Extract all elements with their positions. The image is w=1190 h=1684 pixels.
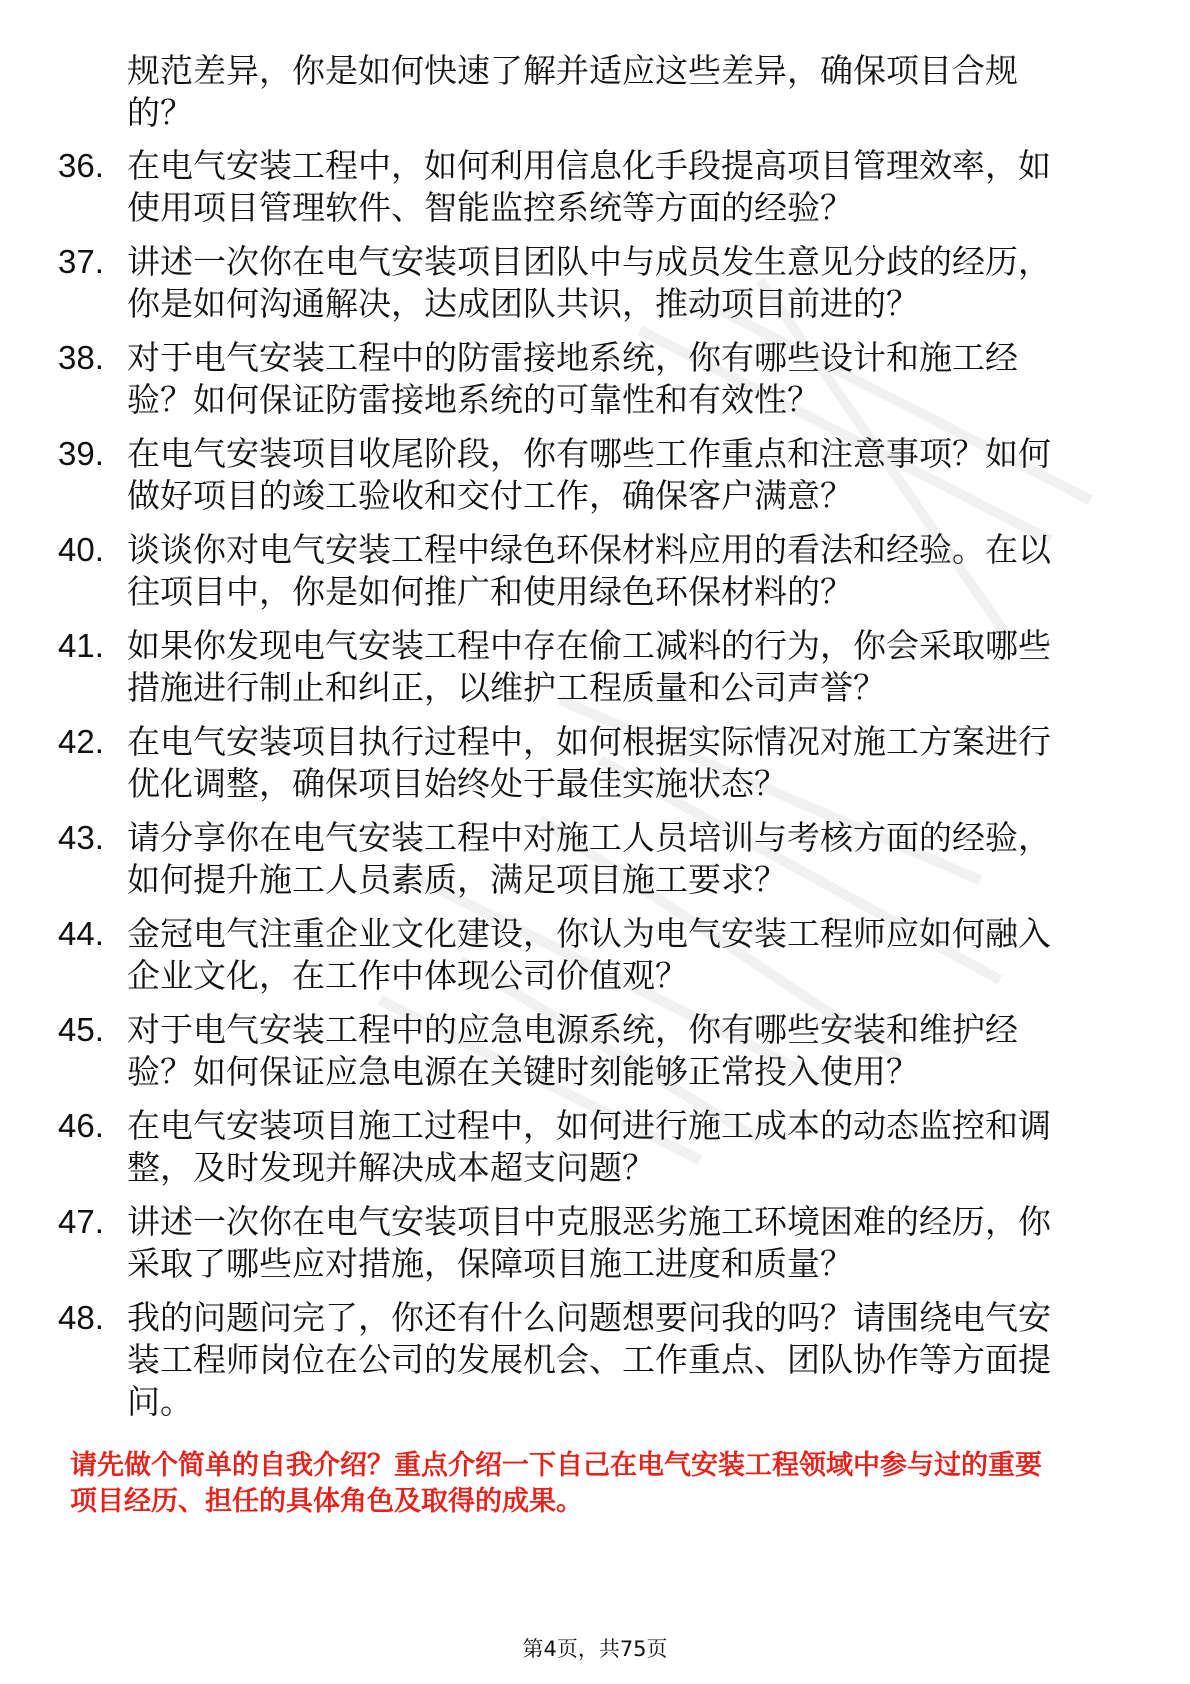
question-number: 48. — [58, 1299, 104, 1336]
question-number: 40. — [58, 531, 104, 568]
question-text: 在电气安装工程中，如何利用信息化手段提高项目管理效率，如 — [127, 146, 1051, 185]
question-text: 你是如何沟通解决，达成团队共识，推动项目前进的？ — [127, 284, 919, 323]
question-number: 44. — [58, 915, 104, 952]
question-text: 做好项目的竣工验收和交付工作，确保客户满意？ — [127, 476, 853, 515]
question-text: 在电气安装项目执行过程中，如何根据实际情况对施工方案进行 — [127, 722, 1051, 761]
question-text: 如果你发现电气安装工程中存在偷工减料的行为，你会采取哪些 — [127, 626, 1051, 665]
question-text: 使用项目管理软件、智能监控系统等方面的经验？ — [127, 188, 853, 227]
question-text: 往项目中，你是如何推广和使用绿色环保材料的？ — [127, 572, 853, 611]
page-number-footer: 第4页，共75页 — [522, 1637, 668, 1661]
question-number: 41. — [58, 627, 104, 664]
question-text: 问。 — [127, 1382, 193, 1421]
question-text: 装工程师岗位在公司的发展机会、工作重点、团队协作等方面提 — [127, 1340, 1051, 1379]
question-text: 金冠电气注重企业文化建设，你认为电气安装工程师应如何融入 — [127, 914, 1051, 953]
question-text: 对于电气安装工程中的防雷接地系统，你有哪些设计和施工经 — [127, 338, 1018, 377]
self-intro-tip — [70, 1448, 1130, 1520]
question-text: 采取了哪些应对措施，保障项目施工进度和质量？ — [127, 1244, 853, 1283]
question-text: 请分享你在电气安装工程中对施工人员培训与考核方面的经验， — [127, 818, 1051, 857]
question-number: 37. — [58, 243, 104, 280]
question-number: 46. — [58, 1107, 104, 1144]
question-text: 如何提升施工人员素质，满足项目施工要求？ — [127, 860, 787, 899]
question-number: 42. — [58, 723, 104, 760]
question-text: 讲述一次你在电气安装项目团队中与成员发生意见分歧的经历， — [127, 242, 1051, 281]
question-text: 整，及时发现并解决成本超支问题？ — [127, 1148, 655, 1187]
question-text: 讲述一次你在电气安装项目中克服恶劣施工环境困难的经历，你 — [127, 1202, 1051, 1241]
question-text: 在电气安装项目收尾阶段，你有哪些工作重点和注意事项？如何 — [127, 434, 1051, 473]
question-number: 36. — [58, 147, 104, 184]
question-number: 47. — [58, 1203, 104, 1240]
question-text: 措施进行制止和纠正，以维护工程质量和公司声誉？ — [127, 668, 886, 707]
question-text: 验？如何保证应急电源在关键时刻能够正常投入使用？ — [127, 1052, 919, 1091]
question-text: 我的问题问完了，你还有什么问题想要问我的吗？请围绕电气安 — [127, 1298, 1051, 1337]
question-text: 谈谈你对电气安装工程中绿色环保材料应用的看法和经验。在以 — [127, 530, 1051, 569]
question-text: 优化调整，确保项目始终处于最佳实施状态？ — [127, 764, 787, 803]
question-text: 对于电气安装工程中的应急电源系统，你有哪些安装和维护经 — [127, 1010, 1018, 1049]
question-text: 在电气安装项目施工过程中，如何进行施工成本的动态监控和调 — [127, 1106, 1051, 1145]
question-text: 验？如何保证防雷接地系统的可靠性和有效性？ — [127, 380, 820, 419]
continuation-text — [127, 50, 1117, 134]
question-number: 38. — [58, 339, 104, 376]
tip-line: 请先做个简单的自我介绍？重点介绍一下自己在电气安装工程领域中参与过的重要 — [70, 1450, 1042, 1481]
question-number: 43. — [58, 819, 104, 856]
question-number: 45. — [58, 1011, 104, 1048]
continuation-line: 的？ — [127, 93, 193, 132]
question-number: 39. — [58, 435, 104, 472]
continuation-line: 规范差异，你是如何快速了解并适应这些差异，确保项目合规 — [127, 51, 1018, 90]
question-text: 企业文化，在工作中体现公司价值观？ — [127, 956, 688, 995]
tip-line: 项目经历、担任的具体角色及取得的成果。 — [70, 1486, 583, 1517]
